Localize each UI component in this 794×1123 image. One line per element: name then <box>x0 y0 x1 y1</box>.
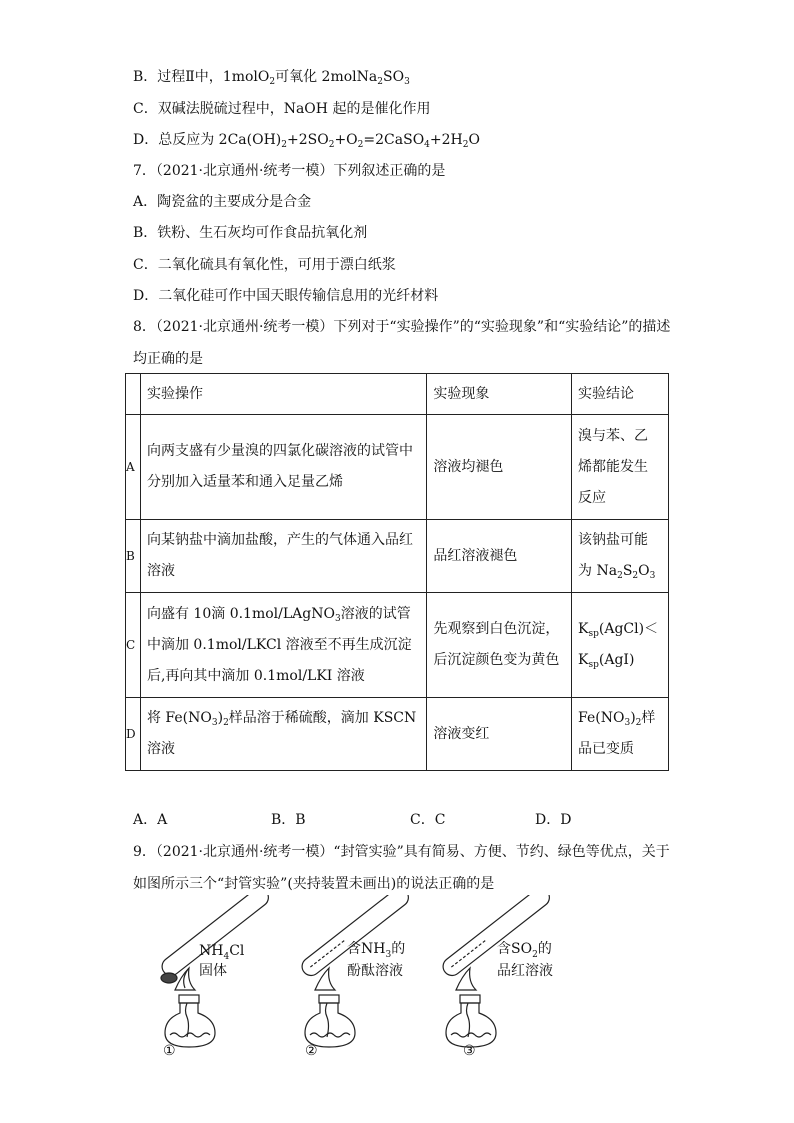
row-conclusion: 该钠盐可能为 $Na_2S_2O_3$ <box>572 520 669 593</box>
table-row <box>126 593 669 698</box>
label-1: $NH_4Cl$ <box>199 943 245 962</box>
option-6b: B．过程Ⅱ中，1molO$_2$可氧化 $2molNa_2SO_3$ <box>133 69 410 87</box>
row-operation: 将 $Fe(NO_3)_2$样品溶于稀硫酸，滴加 KSCN 溶液 <box>140 698 426 771</box>
question-8-line2: 均正确的是 <box>133 351 203 367</box>
sealed-tube-figure <box>125 895 605 1065</box>
header-operation: 实验操作 <box>140 374 426 415</box>
row-phenomenon: 品红溶液褪色 <box>427 520 572 593</box>
row-operation: 向盛有 10滴 0.1mol/LAgNO$_3$溶液的试管中滴加 0.1mol/LKCl 溶液至不再生成沉淀后,再向其中滴加 0.1mol/LKI 溶液 <box>140 593 426 698</box>
number-1: ① <box>163 1043 176 1059</box>
row-operation: 向两支盛有少量溴的四氯化碳溶液的试管中分别加入适量苯和通入足量乙烯 <box>140 415 426 520</box>
question-7: 7．（2021·北京通州·统考一模）下列叙述正确的是 <box>133 163 446 179</box>
row-conclusion: $K_{sp}(AgCl)<K_{sp}(AgI)$ <box>572 593 669 698</box>
row-tag: D <box>126 698 141 771</box>
row-tag: C <box>126 593 141 698</box>
number-3: ③ <box>463 1043 476 1059</box>
answer-options-8 <box>133 809 603 829</box>
table-header-corner <box>126 374 141 415</box>
apparatus-2 <box>298 895 412 1059</box>
table-row <box>126 415 669 520</box>
table-row <box>126 698 669 771</box>
answer-option: B．B <box>271 812 306 828</box>
row-conclusion: 溴与苯、乙烯都能发生反应 <box>572 415 669 520</box>
label-3: 含$SO_2$的 <box>497 941 552 960</box>
label-2: 含$NH_3$的 <box>347 941 406 960</box>
option-7b: B．铁粉、生石灰均可作食品抗氧化剂 <box>133 225 368 241</box>
answer-option: D．D <box>535 812 572 828</box>
option-7c: C．二氧化硫具有氧化性，可用于漂白纸浆 <box>133 257 396 273</box>
row-conclusion: $Fe(NO_3)_2$样品已变质 <box>572 698 669 771</box>
header-conclusion: 实验结论 <box>572 374 669 415</box>
question-8-line1: 8．（2021·北京通州·统考一模）下列对于“实验操作”的“实验现象”和“实验结论”的描述 <box>133 319 671 335</box>
option-7d: D．二氧化硅可作中国天眼传输信息用的光纤材料 <box>133 288 439 304</box>
row-tag: B <box>126 520 141 593</box>
option-7a: A．陶瓷盆的主要成分是合金 <box>133 194 312 210</box>
row-phenomenon: 溶液变红 <box>427 698 572 771</box>
option-6c: C．双碱法脱硫过程中，NaOH 起的是催化作用 <box>133 101 431 117</box>
apparatus-1 <box>158 895 272 1059</box>
number-2: ② <box>305 1043 318 1059</box>
option-6d: D．总反应为 $2Ca(OH)_2+2SO_2+O_2=2CaSO_4+2H_2O$ <box>133 132 480 150</box>
experiment-table <box>125 373 669 771</box>
label-2b: 酚酞溶液 <box>347 963 403 979</box>
header-phenomenon: 实验现象 <box>427 374 572 415</box>
row-operation: 向某钠盐中滴加盐酸，产生的气体通入品红溶液 <box>140 520 426 593</box>
table-header-row <box>126 374 669 415</box>
question-9-line1: 9．（2021·北京通州·统考一模）“封管实验”具有简易、方便、节约、绿色等优点，关于 <box>133 844 670 860</box>
row-phenomenon: 先观察到白色沉淀，后沉淀颜色变为黄色 <box>427 593 572 698</box>
label-1b: 固体 <box>199 963 227 979</box>
row-tag: A <box>126 415 141 520</box>
answer-option: C．C <box>410 812 446 828</box>
row-phenomenon: 溶液均褪色 <box>427 415 572 520</box>
question-9-line2: 如图所示三个“封管实验”(夹持装置未画出)的说法正确的是 <box>133 876 495 892</box>
apparatus-3 <box>439 895 553 1059</box>
table-row <box>126 520 669 593</box>
answer-option: A．A <box>133 812 168 828</box>
label-3b: 品红溶液 <box>497 963 553 979</box>
